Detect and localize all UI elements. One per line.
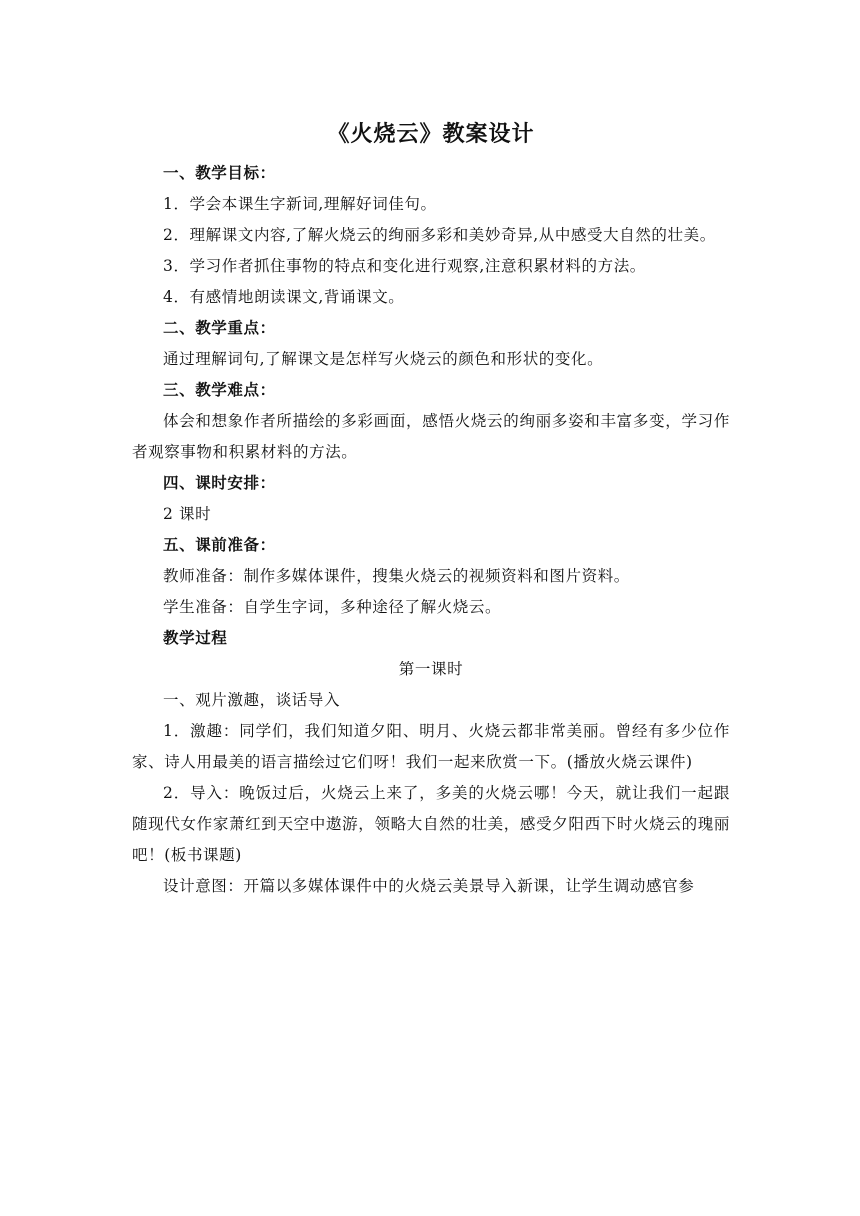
- schedule-text: 2 课时: [163, 505, 212, 523]
- step-one-item-1: 1．激趣：同学们，我们知道夕阳、明月、火烧云都非常美丽。曾经有多少位作家、诗人用最美的语言描绘过它们呀！我们一起来欣赏一下。(播放火烧云课件): [132, 722, 730, 771]
- section-heading-schedule: 四、课时安排：: [163, 474, 276, 492]
- objective-1: 1．学会本课生字新词,理解好词佳句。: [163, 195, 437, 213]
- step-one-item-2: 2．导入：晚饭过后，火烧云上来了，多美的火烧云哪！今天，就让我们一起跟随现代女作家萧红到天空中遨游，领略大自然的壮美，感受夕阳西下时火烧云的瑰丽吧！(板书课题): [132, 784, 730, 864]
- objective-3: 3．学习作者抓住事物的特点和变化进行观察,注意积累材料的方法。: [163, 257, 646, 275]
- step-one-heading: 一、观片激趣，谈话导入: [163, 691, 341, 709]
- section-heading-key-points: 二、教学重点：: [163, 319, 276, 337]
- document-title: 《火烧云》教案设计: [327, 122, 535, 147]
- section-heading-process: 教学过程: [163, 629, 228, 647]
- section-heading-preparation: 五、课前准备：: [163, 536, 276, 554]
- teacher-preparation: 教师准备：制作多媒体课件，搜集火烧云的视频资料和图片资料。: [163, 567, 630, 585]
- objective-2: 2．理解课文内容,了解火烧云的绚丽多彩和美妙奇异,从中感受大自然的壮美。: [163, 226, 716, 244]
- difficulties-text: 体会和想象作者所描绘的多彩画面，感悟火烧云的绚丽多姿和丰富多变，学习作者观察事物和积累材料的方法。: [132, 412, 730, 461]
- design-intent: 设计意图：开篇以多媒体课件中的火烧云美景导入新课，让学生调动感官参: [163, 877, 695, 895]
- key-points-text: 通过理解词句,了解课文是怎样写火烧云的颜色和形状的变化。: [163, 350, 604, 368]
- student-preparation: 学生准备：自学生字词，多种途径了解火烧云。: [163, 598, 502, 616]
- section-heading-difficulties: 三、教学难点：: [163, 381, 276, 399]
- document-page: [132, 118, 730, 902]
- objective-4: 4．有感情地朗读课文,背诵课文。: [163, 288, 405, 306]
- section-heading-objectives: 一、教学目标：: [163, 164, 276, 182]
- lesson-one-label: 第一课时: [398, 660, 464, 678]
